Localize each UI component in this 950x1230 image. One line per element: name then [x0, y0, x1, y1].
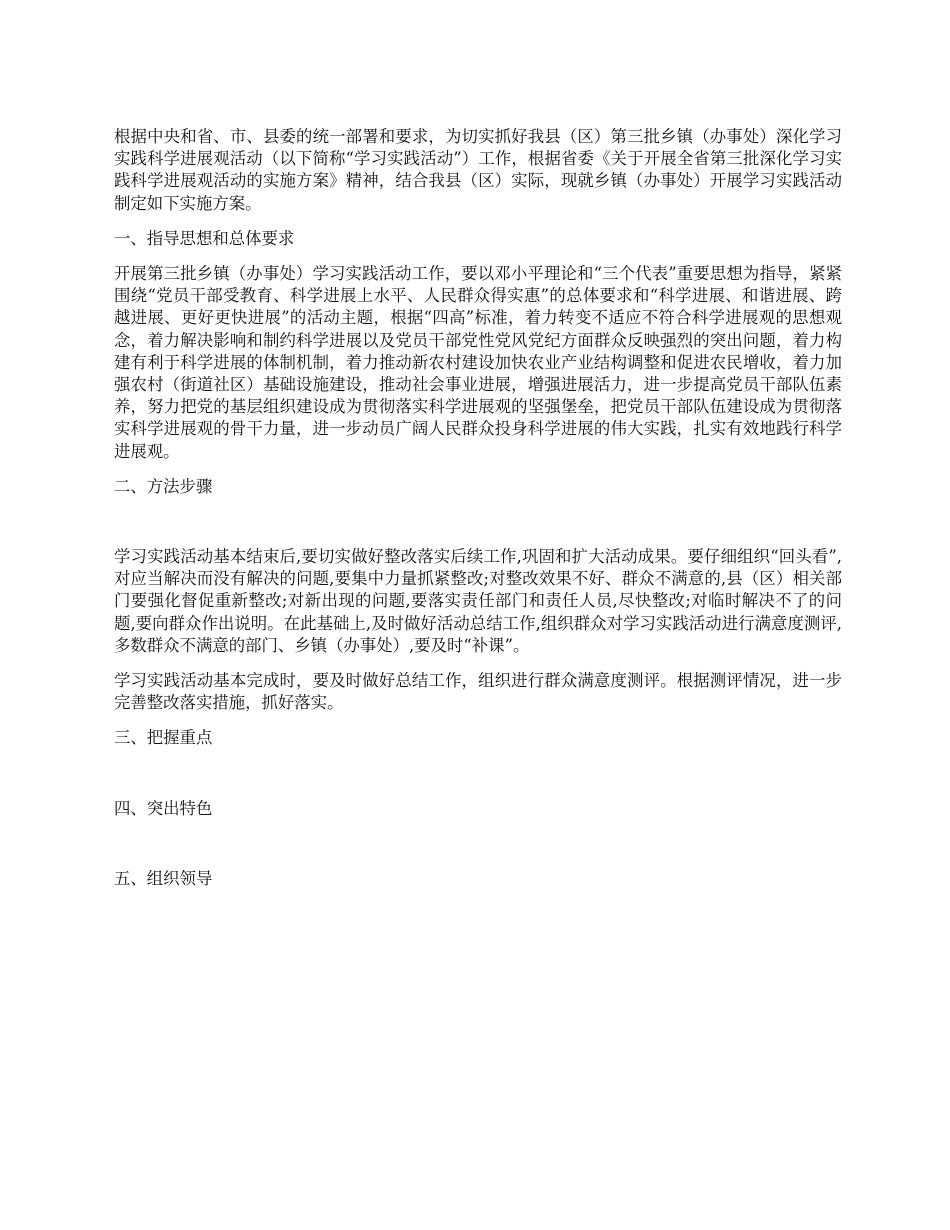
- section-heading-key-points: 三、把握重点: [114, 728, 213, 748]
- section-heading-organization-leadership: 五、组织领导: [114, 868, 213, 888]
- summary-paragraph: 学习实践活动基本完成时，要及时做好总结工作，组织进行群众满意度测评。根据测评情况，进一步完善整改落实措施，抓好落实。: [114, 671, 842, 713]
- guiding-ideology-paragraph: 开展第三批乡镇（办事处）学习实践活动工作，要以邓小平理论和“三个代表”重要思想为指导，紧紧围绕“党员干部受教育、科学进展上水平、人民群众得实惠”的总体要求和“科学进展、和谐进展、跨越进展、更好更快进展”的活动主题，根据“四高”标准，着力转变不适应不符合科学进展观的思想观念，着力解决影响和制约科学进展以及党员干部党性党风党纪方面群众反映强烈的突出问题，着力构建有利于科学进展的体制机制，着力推动新农村建设加快农业产业结构调整和促进农民增收，着力加强农村（街道社区）基础设施建设，推动社会事业进展，增强进展活力，进一步提高党员干部队伍素养，努力把党的基层组织建设成为贯彻落实科学进展观的坚强堡垒，把党员干部队伍建设成为贯彻落实科学进展观的骨干力量，进一步动员广阔人民群众投身科学进展的伟大实践，扎实有效地践行科学进展观。: [114, 264, 842, 461]
- section-heading-methods-steps: 二、方法步骤: [114, 476, 213, 496]
- section-heading-guiding-ideology: 一、指导思想和总体要求: [114, 228, 295, 248]
- rectification-paragraph: 学习实践活动基本结束后,要切实做好整改落实后续工作,巩固和扩大活动成果。要仔细组织“回头看”,对应当解决而没有解决的问题,要集中力量抓紧整改;对整改效果不好、群众不满意的,县（区）相关部门要强化督促重新整改;对新出现的问题,要落实责任部门和责任人员,尽快整改;对临时解决不了的问题,要向群众作出说明。在此基础上,及时做好活动总结工作,组织群众对学习实践活动进行满意度测评,多数群众不满意的部门、乡镇（办事处）,要及时“补课”。: [114, 547, 842, 655]
- document-body: [114, 126, 842, 903]
- intro-paragraph: 根据中央和省、市、县委的统一部署和要求，为切实抓好我县（区）第三批乡镇（办事处）深化学习实践科学进展观活动（以下简称“学习实践活动”）工作，根据省委《关于开展全省第三批深化学习实践科学进展观活动的实施方案》精神，结合我县（区）实际，现就乡镇（办事处）开展学习实践活动制定如下实施方案。: [114, 127, 842, 213]
- section-heading-highlight-features: 四、突出特色: [114, 798, 213, 818]
